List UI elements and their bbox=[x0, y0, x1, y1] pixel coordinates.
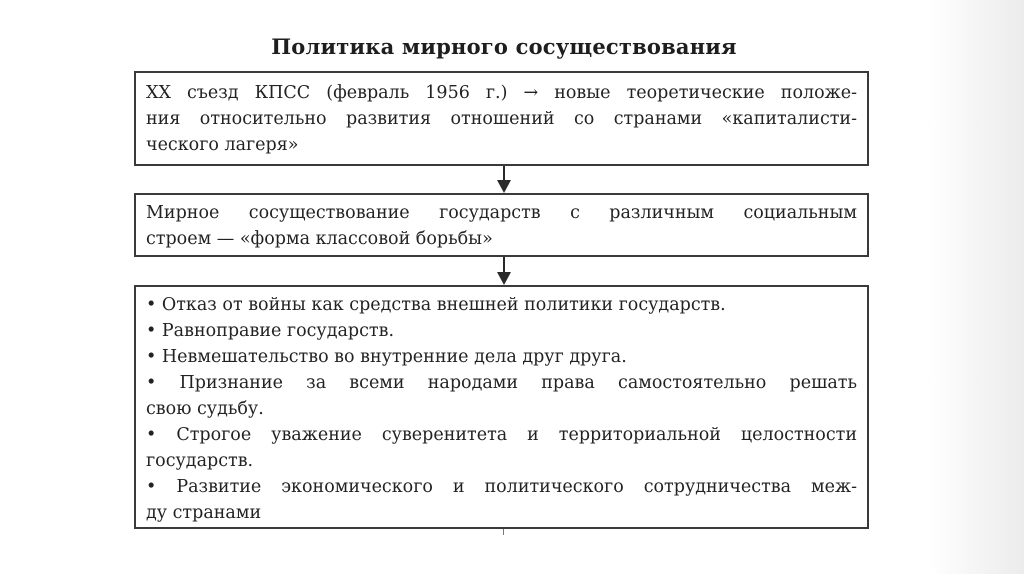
bullet-icon: • bbox=[146, 425, 157, 445]
principle-text: ду странами bbox=[146, 503, 262, 523]
congress-line-3: ческого лагеря» bbox=[146, 135, 299, 155]
bullet-icon: • bbox=[146, 321, 157, 341]
arrow-head bbox=[497, 180, 511, 193]
arrow-head bbox=[497, 272, 511, 285]
principle-text: свою судьбу. bbox=[146, 399, 264, 419]
principle-text: Невмешательство во внутренние дела друг друга. bbox=[161, 347, 627, 367]
congress-line-1: XX съезд КПСС (февраль 1956 г.) → новые теоретические положе- bbox=[146, 83, 857, 103]
bullet-icon: • bbox=[146, 373, 157, 393]
congress-line-2: ния относительно развития отношений со странами «капиталисти- bbox=[146, 109, 857, 129]
principle-text: Строгое уважение суверенитета и территориальной целостности bbox=[176, 425, 857, 445]
principle-text: Развитие экономического и политического сотрудничества меж- bbox=[176, 477, 857, 497]
coexistence-line-1: Мирное сосуществование государств с различным социальным bbox=[146, 203, 857, 223]
arrow-down-icon bbox=[497, 257, 511, 285]
principle-line bbox=[146, 474, 857, 500]
principle-line bbox=[146, 292, 857, 318]
principle-line bbox=[146, 396, 857, 422]
principles-box bbox=[134, 285, 869, 529]
divider-tick bbox=[503, 529, 504, 535]
bullet-icon: • bbox=[146, 477, 157, 497]
congress-box bbox=[134, 71, 869, 166]
coexistence-line-2: строем — «форма классовой борьбы» bbox=[146, 229, 493, 249]
principle-line bbox=[146, 318, 857, 344]
principle-line bbox=[146, 344, 857, 370]
bullet-icon: • bbox=[146, 295, 157, 315]
principle-text: Отказ от войны как средства внешней политики государств. bbox=[161, 295, 726, 315]
principle-text: Равноправие государств. bbox=[161, 321, 395, 341]
slide-edge-shade bbox=[928, 0, 1024, 574]
principle-text: Признание за всеми народами права самостоятельно решать bbox=[179, 373, 857, 393]
principle-line bbox=[146, 448, 857, 474]
principle-text: государств. bbox=[146, 451, 254, 471]
arrow-stem bbox=[503, 257, 505, 272]
diagram-title: Политика мирного сосуществования bbox=[271, 34, 737, 59]
principle-line bbox=[146, 500, 857, 526]
arrow-down-icon bbox=[497, 166, 511, 193]
coexistence-box bbox=[134, 193, 869, 257]
bullet-icon: • bbox=[146, 347, 157, 367]
arrow-stem bbox=[503, 166, 505, 180]
principles-list bbox=[146, 292, 857, 526]
principle-line bbox=[146, 370, 857, 396]
principle-line bbox=[146, 422, 857, 448]
